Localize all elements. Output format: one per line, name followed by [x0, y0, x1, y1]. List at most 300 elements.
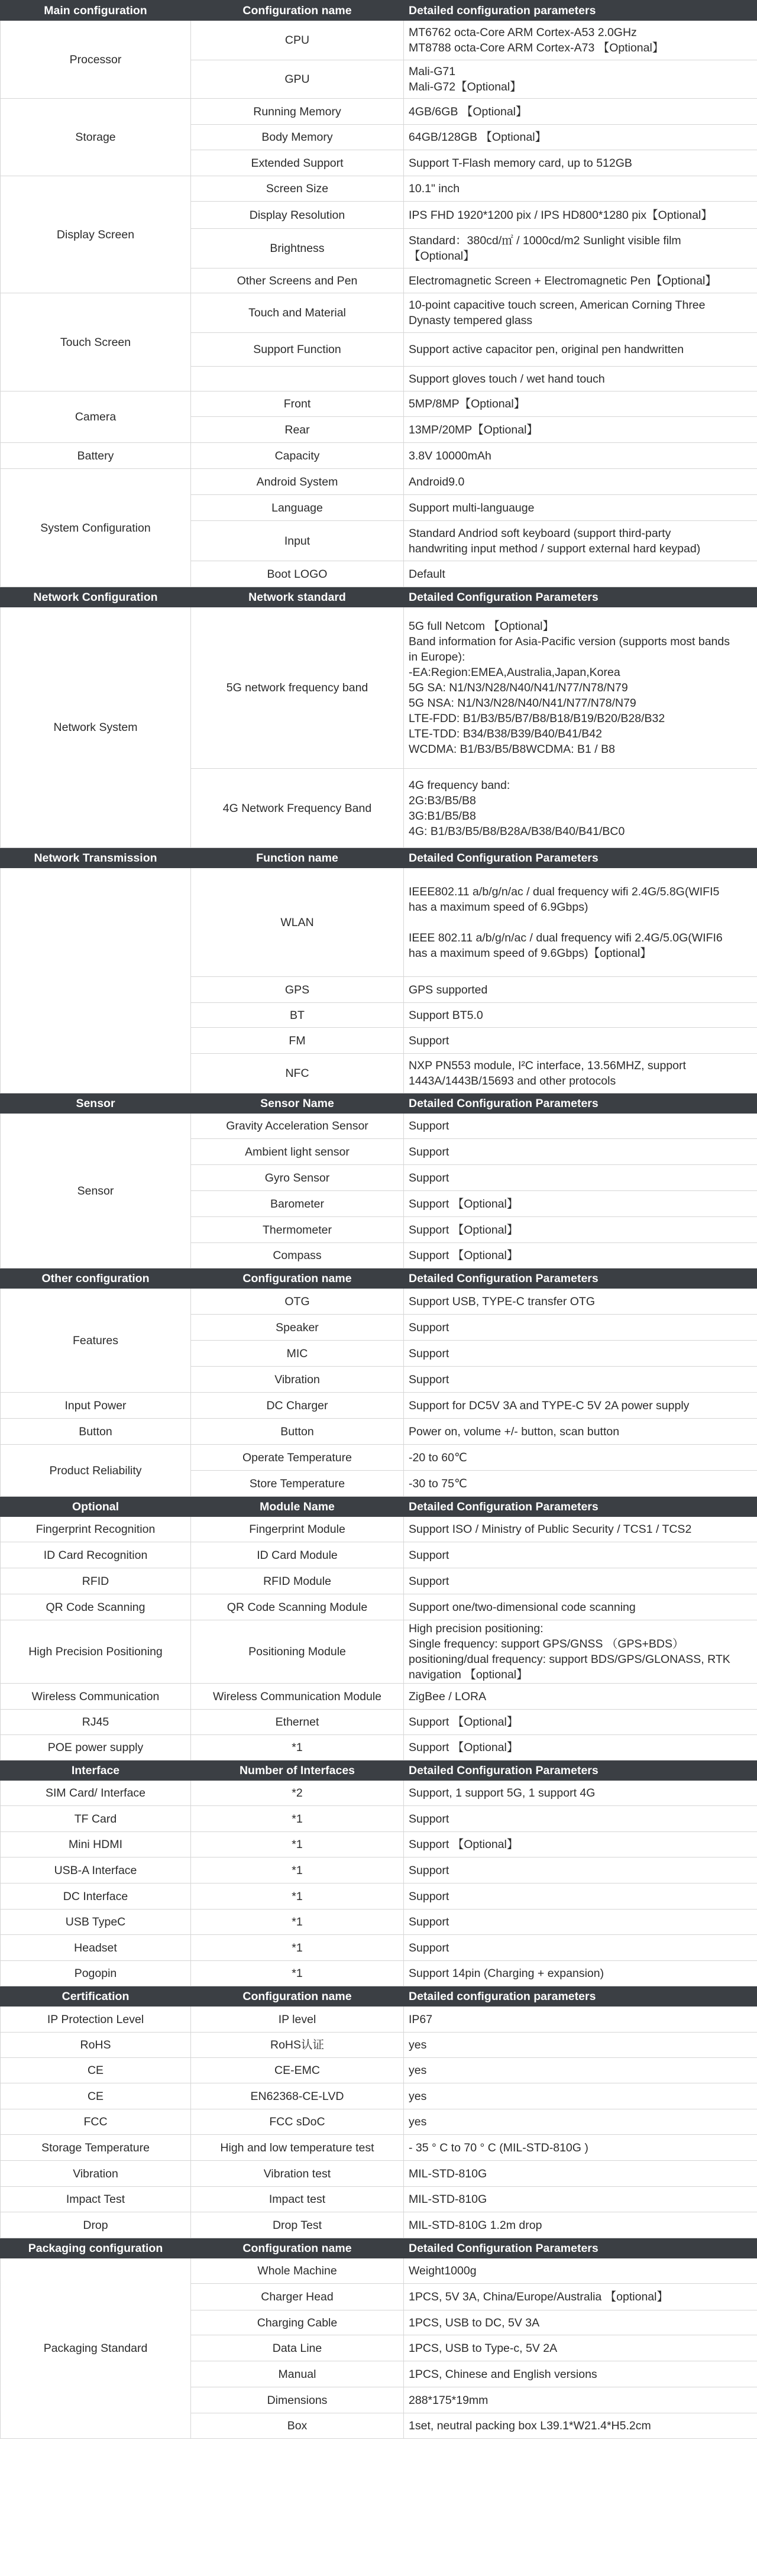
- config-name-cell: NFC: [191, 1054, 404, 1093]
- config-name-cell: Thermometer: [191, 1217, 404, 1243]
- parameter-line: Support: [409, 1889, 449, 1903]
- group-cell-camera: Camera: [1, 391, 191, 443]
- spec-row: [1, 1542, 757, 1568]
- parameter-line: 4GB/6GB 【Optional】: [409, 105, 528, 118]
- parameter-line: Android9.0: [409, 475, 465, 488]
- parameter-line: -20 to 60℃: [409, 1451, 467, 1464]
- parameter-line: Support: [409, 1548, 449, 1562]
- group-cell-ip-protection-level: IP Protection Level: [1, 2007, 191, 2033]
- parameter-cell: [404, 125, 757, 150]
- parameter-line: Single frequency: support GPS/GNSS （GPS+BDS）: [409, 1637, 684, 1651]
- parameter-line: Support, 1 support 5G, 1 support 4G: [409, 1787, 596, 1800]
- config-name-cell: EN62368-CE-LVD: [191, 2083, 404, 2109]
- group-cell-rohs: RoHS: [1, 2033, 191, 2058]
- parameter-line: Support: [409, 1373, 449, 1386]
- config-name-cell: Positioning Module: [191, 1620, 404, 1684]
- parameter-cell: [404, 977, 757, 1003]
- parameter-cell: [404, 1471, 757, 1497]
- parameter-cell: [404, 1114, 757, 1139]
- config-name-cell: Gravity Acceleration Sensor: [191, 1114, 404, 1139]
- parameter-line: High precision positioning:: [409, 1622, 544, 1635]
- config-name-cell: Fingerprint Module: [191, 1517, 404, 1542]
- parameter-line: Support: [409, 1915, 449, 1928]
- parameter-line: MIL-STD-810G: [409, 2167, 487, 2180]
- parameter-line: -EA:Region:EMEA,Australia,Japan,Korea: [409, 666, 620, 679]
- config-name-cell: Impact test: [191, 2187, 404, 2212]
- parameter-line: has a maximum speed of 9.6Gbps)【optional】: [409, 946, 652, 960]
- group-cell-system-configuration: System Configuration: [1, 469, 191, 587]
- config-name-cell: BT: [191, 1003, 404, 1028]
- parameter-line: Electromagnetic Screen + Electromagnetic Pen【Optional】: [409, 274, 717, 287]
- spec-row: [1, 868, 757, 977]
- parameter-line: Support: [409, 1321, 449, 1334]
- config-name-cell: *1: [191, 1735, 404, 1761]
- group-cell-battery: Battery: [1, 443, 191, 469]
- group-cell-input-power: Input Power: [1, 1393, 191, 1419]
- group-cell-sensor: Sensor: [1, 1114, 191, 1268]
- parameter-line: LTE-TDD: B34/B38/B39/B40/B41/B42: [409, 727, 602, 740]
- parameter-line: Band information for Asia-Pacific version (supports most bands: [409, 635, 730, 648]
- parameter-line: Default: [409, 567, 445, 581]
- spec-row: [1, 293, 757, 333]
- group-cell-drop: Drop: [1, 2212, 191, 2238]
- parameter-cell: [404, 229, 757, 268]
- parameter-line: yes: [409, 2064, 427, 2077]
- parameter-cell: [404, 443, 757, 469]
- parameter-line: IEEE802.11 a/b/g/n/ac / dual frequency wifi 2.4G/5.8G(WIFI5: [409, 885, 720, 898]
- parameter-line: 5G SA: N1/N3/N28/N40/N41/N77/N78/N79: [409, 681, 628, 694]
- parameter-line: Support BT5.0: [409, 1008, 483, 1022]
- spec-row: [1, 2135, 757, 2161]
- section-header-cell: Detailed Configuration Parameters: [404, 2238, 757, 2258]
- spec-row: [1, 2258, 757, 2284]
- config-name-cell: WLAN: [191, 868, 404, 977]
- parameter-line: 1PCS, USB to DC, 5V 3A: [409, 2316, 540, 2329]
- group-cell-usb-a-interface: USB-A Interface: [1, 1857, 191, 1884]
- parameter-line: 5MP/8MP【Optional】: [409, 397, 526, 410]
- parameter-line: navigation 【optional】: [409, 1668, 528, 1681]
- parameter-cell: [404, 521, 757, 561]
- parameter-line: Support T-Flash memory card, up to 512GB: [409, 156, 632, 170]
- section-header-cell: Interface: [1, 1761, 191, 1781]
- parameter-line: Support 【Optional】: [409, 1838, 519, 1851]
- parameter-cell: [404, 495, 757, 521]
- parameter-line: IPS FHD 1920*1200 pix / IPS HD800*1280 pix【Optional】: [409, 208, 713, 222]
- section-header-cell: Configuration name: [191, 1268, 404, 1289]
- parameter-cell: [404, 1315, 757, 1341]
- parameter-line: Standard：380cd/㎡ / 1000cd/m2 Sunlight visible film: [409, 234, 681, 247]
- config-name-cell: Capacity: [191, 443, 404, 469]
- group-cell-vibration: Vibration: [1, 2161, 191, 2187]
- spec-row: [1, 1806, 757, 1832]
- parameter-line: [409, 915, 752, 930]
- group-cell-fcc: FCC: [1, 2109, 191, 2135]
- config-name-cell: Screen Size: [191, 176, 404, 202]
- parameter-line: Support USB, TYPE-C transfer OTG: [409, 1295, 595, 1308]
- spec-row: [1, 1910, 757, 1935]
- parameter-line: Support: [409, 1941, 449, 1954]
- parameter-cell: [404, 1367, 757, 1393]
- section-header-row: [1, 1761, 757, 1781]
- parameter-line: has a maximum speed of 6.9Gbps): [409, 900, 588, 914]
- parameter-cell: [404, 2135, 757, 2161]
- section-header-cell: Detailed configuration parameters: [404, 1986, 757, 2007]
- spec-row: [1, 1832, 757, 1857]
- parameter-cell: [404, 1243, 757, 1268]
- parameter-line: Dynasty tempered glass: [409, 314, 533, 327]
- config-name-cell: Android System: [191, 469, 404, 495]
- section-header-cell: Number of Interfaces: [191, 1761, 404, 1781]
- parameter-cell: [404, 1542, 757, 1568]
- section-header-cell: Function name: [191, 848, 404, 868]
- spec-row: [1, 1961, 757, 1986]
- config-name-cell: IP level: [191, 2007, 404, 2033]
- group-cell-ce: CE: [1, 2083, 191, 2109]
- section-header-cell: Configuration name: [191, 1986, 404, 2007]
- parameter-cell: [404, 1735, 757, 1761]
- parameter-cell: [404, 60, 757, 99]
- group-cell-dc-interface: DC Interface: [1, 1884, 191, 1910]
- config-name-cell: Store Temperature: [191, 1471, 404, 1497]
- parameter-cell: [404, 561, 757, 587]
- section-header-cell: Detailed Configuration Parameters: [404, 1268, 757, 1289]
- parameter-cell: [404, 1961, 757, 1986]
- group-cell-qr-code-scanning: QR Code Scanning: [1, 1594, 191, 1620]
- config-name-cell: Box: [191, 2413, 404, 2439]
- parameter-line: Support: [409, 1145, 449, 1158]
- parameter-cell: [404, 268, 757, 293]
- parameter-line: 288*175*19mm: [409, 2393, 489, 2407]
- parameter-line: Support: [409, 1034, 449, 1047]
- config-name-cell: Display Resolution: [191, 202, 404, 229]
- spec-row: [1, 607, 757, 769]
- group-cell-fingerprint-recognition: Fingerprint Recognition: [1, 1517, 191, 1542]
- parameter-cell: [404, 2310, 757, 2335]
- parameter-cell: [404, 1165, 757, 1191]
- section-header-row: [1, 1986, 757, 2007]
- parameter-line: yes: [409, 2038, 427, 2051]
- parameter-cell: [404, 150, 757, 176]
- parameter-cell: [404, 367, 757, 391]
- parameter-cell: [404, 1832, 757, 1857]
- group-cell-packaging-standard: Packaging Standard: [1, 2258, 191, 2439]
- parameter-cell: [404, 1910, 757, 1935]
- config-name-cell: Manual: [191, 2361, 404, 2387]
- group-cell-poe-power-supply: POE power supply: [1, 1735, 191, 1761]
- spec-row: [1, 2058, 757, 2083]
- parameter-line: 1set, neutral packing box L39.1*W21.4*H5.2cm: [409, 2419, 651, 2432]
- config-name-cell: Language: [191, 495, 404, 521]
- config-name-cell: Brightness: [191, 229, 404, 268]
- group-cell-product-reliability: Product Reliability: [1, 1445, 191, 1497]
- config-name-cell: Boot LOGO: [191, 561, 404, 587]
- parameter-line: Support: [409, 1171, 449, 1185]
- parameter-cell: [404, 769, 757, 848]
- parameter-line: Support multi-languauge: [409, 501, 535, 514]
- group-cell-impact-test: Impact Test: [1, 2187, 191, 2212]
- parameter-line: handwriting input method / support external hard keypad): [409, 542, 701, 555]
- parameter-cell: [404, 1139, 757, 1165]
- parameter-line: 4G: B1/B3/B5/B8/B28A/B38/B40/B41/BC0: [409, 824, 625, 838]
- parameter-line: 2G:B3/B5/B8: [409, 794, 476, 807]
- section-header-cell: Network Transmission: [1, 848, 191, 868]
- spec-row: [1, 2083, 757, 2109]
- spec-row: [1, 443, 757, 469]
- section-header-cell: Packaging configuration: [1, 2238, 191, 2258]
- config-name-cell: GPU: [191, 60, 404, 99]
- parameter-cell: [404, 1935, 757, 1961]
- spec-row: [1, 2187, 757, 2212]
- section-header-cell: Network standard: [191, 587, 404, 607]
- group-cell-blank: [1, 868, 191, 1093]
- section-header-cell: Detailed Configuration Parameters: [404, 1093, 757, 1114]
- parameter-line: 1PCS, 5V 3A, China/Europe/Australia 【optional】: [409, 2290, 668, 2303]
- parameter-line: Support: [409, 1347, 449, 1360]
- config-name-cell: Whole Machine: [191, 2258, 404, 2284]
- spec-row: [1, 1517, 757, 1542]
- config-name-cell: DC Charger: [191, 1393, 404, 1419]
- spec-row: [1, 1620, 757, 1684]
- config-name-cell: Extended Support: [191, 150, 404, 176]
- parameter-line: 5G full Netcom 【Optional】: [409, 620, 555, 633]
- group-cell-wireless-communication: Wireless Communication: [1, 1684, 191, 1710]
- parameter-line: GPS supported: [409, 983, 488, 996]
- parameter-line: yes: [409, 2089, 427, 2103]
- section-header-cell: Main configuration: [1, 1, 191, 21]
- config-name-cell: *1: [191, 1884, 404, 1910]
- config-name-cell: Dimensions: [191, 2387, 404, 2413]
- section-header-cell: Configuration name: [191, 1, 404, 21]
- group-cell-usb-typec: USB TypeC: [1, 1910, 191, 1935]
- parameter-line: IP67: [409, 2012, 433, 2026]
- section-header-cell: Detailed Configuration Parameters: [404, 1497, 757, 1517]
- section-header-cell: Module Name: [191, 1497, 404, 1517]
- group-cell-touch-screen: Touch Screen: [1, 293, 191, 391]
- group-cell-mini-hdmi: Mini HDMI: [1, 1832, 191, 1857]
- parameter-line: 1PCS, USB to Type-c, 5V 2A: [409, 2341, 558, 2355]
- section-header-row: [1, 1, 757, 21]
- parameter-cell: [404, 293, 757, 333]
- spec-row: [1, 1114, 757, 1139]
- config-name-cell: Other Screens and Pen: [191, 268, 404, 293]
- parameter-line: MT8788 octa-Core ARM Cortex-A73 【Optional】: [409, 41, 664, 54]
- parameter-cell: [404, 1684, 757, 1710]
- config-name-cell: GPS: [191, 977, 404, 1003]
- parameter-line: 1PCS, Chinese and English versions: [409, 2367, 597, 2381]
- config-name-cell: *1: [191, 1935, 404, 1961]
- parameter-cell: [404, 2335, 757, 2361]
- parameter-line: ZigBee / LORA: [409, 1690, 487, 1703]
- group-cell-display-screen: Display Screen: [1, 176, 191, 293]
- parameter-cell: [404, 202, 757, 229]
- parameter-line: 3G:B1/B5/B8: [409, 809, 476, 823]
- parameter-cell: [404, 2284, 757, 2310]
- config-name-cell: Drop Test: [191, 2212, 404, 2238]
- spec-row: [1, 1419, 757, 1445]
- parameter-line: 【Optional】: [409, 250, 475, 263]
- config-name-cell: Vibration: [191, 1367, 404, 1393]
- parameter-cell: [404, 607, 757, 769]
- parameter-line: MIL-STD-810G 1.2m drop: [409, 2218, 542, 2232]
- section-header-cell: Configuration name: [191, 2238, 404, 2258]
- parameter-line: Support one/two-dimensional code scanning: [409, 1600, 636, 1614]
- config-name-cell: Input: [191, 521, 404, 561]
- parameter-cell: [404, 391, 757, 417]
- parameter-line: Support: [409, 1812, 449, 1826]
- parameter-cell: [404, 2258, 757, 2284]
- config-name-cell: 5G network frequency band: [191, 607, 404, 769]
- parameter-line: 64GB/128GB 【Optional】: [409, 131, 547, 144]
- spec-row: [1, 1884, 757, 1910]
- parameter-cell: [404, 1217, 757, 1243]
- config-name-cell: Gyro Sensor: [191, 1165, 404, 1191]
- parameter-cell: [404, 176, 757, 202]
- parameter-cell: [404, 2413, 757, 2439]
- parameter-line: Support: [409, 1119, 449, 1132]
- parameter-cell: [404, 417, 757, 443]
- spec-row: [1, 2033, 757, 2058]
- group-cell-features: Features: [1, 1289, 191, 1393]
- section-header-row: [1, 2238, 757, 2258]
- spec-row: [1, 1935, 757, 1961]
- parameter-cell: [404, 21, 757, 60]
- config-name-cell: High and low temperature test: [191, 2135, 404, 2161]
- parameter-cell: [404, 1003, 757, 1028]
- parameter-line: 10.1" inch: [409, 182, 460, 195]
- parameter-line: -30 to 75℃: [409, 1477, 467, 1490]
- config-name-cell: *1: [191, 1961, 404, 1986]
- config-name-cell: Rear: [191, 417, 404, 443]
- section-header-row: [1, 848, 757, 868]
- config-name-cell: 4G Network Frequency Band: [191, 769, 404, 848]
- parameter-cell: [404, 1445, 757, 1471]
- spec-row: [1, 1735, 757, 1761]
- parameter-line: Support 【Optional】: [409, 1716, 519, 1729]
- group-cell-ce: CE: [1, 2058, 191, 2083]
- config-name-cell: Operate Temperature: [191, 1445, 404, 1471]
- parameter-line: IEEE 802.11 a/b/g/n/ac / dual frequency wifi 2.4G/5.0G(WIFI6: [409, 931, 723, 944]
- parameter-line: 3.8V 10000mAh: [409, 449, 491, 462]
- config-name-cell: *1: [191, 1857, 404, 1884]
- spec-row: [1, 1710, 757, 1735]
- parameter-cell: [404, 99, 757, 125]
- spec-row: [1, 1445, 757, 1471]
- config-name-cell: Ethernet: [191, 1710, 404, 1735]
- config-name-cell: *1: [191, 1910, 404, 1935]
- parameter-line: 4G frequency band:: [409, 778, 510, 792]
- parameter-line: 10-point capacitive touch screen, American Corning Three: [409, 299, 706, 312]
- parameter-cell: [404, 2212, 757, 2238]
- parameter-line: Support 【Optional】: [409, 1197, 519, 1211]
- parameter-cell: [404, 1884, 757, 1910]
- section-header-row: [1, 1497, 757, 1517]
- parameter-line: WCDMA: B1/B3/B5/B8WCDMA: B1 / B8: [409, 743, 615, 756]
- parameter-line: Support 【Optional】: [409, 1223, 519, 1237]
- parameter-line: 1443A/1443B/15693 and other protocols: [409, 1075, 616, 1088]
- section-header-cell: Detailed configuration parameters: [404, 1, 757, 21]
- spec-row: [1, 1857, 757, 1884]
- parameter-line: LTE-FDD: B1/B3/B5/B7/B8/B18/B19/B20/B28/B32: [409, 712, 665, 725]
- parameter-cell: [404, 1620, 757, 1684]
- parameter-line: positioning/dual frequency: support BDS/GPS/GLONASS, RTK: [409, 1653, 730, 1666]
- parameter-line: Standard Andriod soft keyboard (support third-party: [409, 526, 671, 540]
- config-name-cell: ID Card Module: [191, 1542, 404, 1568]
- parameter-line: MT6762 octa-Core ARM Cortex-A53 2.0GHz: [409, 26, 637, 39]
- spec-row: [1, 99, 757, 125]
- config-name-cell: CE-EMC: [191, 2058, 404, 2083]
- parameter-cell: [404, 1191, 757, 1217]
- config-name-cell: Vibration test: [191, 2161, 404, 2187]
- parameter-cell: [404, 1054, 757, 1093]
- section-header-cell: Other configuration: [1, 1268, 191, 1289]
- parameter-line: Mali-G72【Optional】: [409, 80, 522, 93]
- spec-row: [1, 1781, 757, 1806]
- config-name-cell: CPU: [191, 21, 404, 60]
- group-cell-storage: Storage: [1, 99, 191, 176]
- parameter-cell: [404, 1517, 757, 1542]
- config-name-cell: *1: [191, 1806, 404, 1832]
- spec-row: [1, 2212, 757, 2238]
- config-name-cell: Support Function: [191, 333, 404, 367]
- section-header-cell: Sensor Name: [191, 1093, 404, 1114]
- config-name-cell: Button: [191, 1419, 404, 1445]
- config-name-cell: Compass: [191, 1243, 404, 1268]
- parameter-cell: [404, 2033, 757, 2058]
- config-name-cell: FCC sDoC: [191, 2109, 404, 2135]
- config-name-cell: RoHS认证: [191, 2033, 404, 2058]
- parameter-cell: [404, 2058, 757, 2083]
- group-cell-storage-temperature: Storage Temperature: [1, 2135, 191, 2161]
- spec-table-body: [1, 1, 757, 2439]
- parameter-line: Support gloves touch / wet hand touch: [409, 372, 605, 386]
- group-cell-tf-card: TF Card: [1, 1806, 191, 1832]
- group-cell-processor: Processor: [1, 21, 191, 99]
- spec-row: [1, 176, 757, 202]
- parameter-cell: [404, 2109, 757, 2135]
- parameter-cell: [404, 1781, 757, 1806]
- spec-row: [1, 1684, 757, 1710]
- parameter-cell: [404, 1857, 757, 1884]
- parameter-cell: [404, 469, 757, 495]
- parameter-cell: [404, 1568, 757, 1594]
- parameter-cell: [404, 1594, 757, 1620]
- parameter-line: Support for DC5V 3A and TYPE-C 5V 2A power supply: [409, 1399, 690, 1412]
- parameter-cell: [404, 1028, 757, 1054]
- section-header-row: [1, 1268, 757, 1289]
- spec-row: [1, 2007, 757, 2033]
- spec-row: [1, 1568, 757, 1594]
- parameter-cell: [404, 333, 757, 367]
- spec-row: [1, 391, 757, 417]
- parameter-line: - 35 ° C to 70 ° C (MIL-STD-810G ): [409, 2141, 588, 2154]
- parameter-cell: [404, 1393, 757, 1419]
- config-name-cell: MIC: [191, 1341, 404, 1367]
- parameter-cell: [404, 1341, 757, 1367]
- parameter-line: MIL-STD-810G: [409, 2193, 487, 2206]
- spec-row: [1, 2109, 757, 2135]
- config-name-cell: Body Memory: [191, 125, 404, 150]
- spec-row: [1, 1289, 757, 1315]
- group-cell-pogopin: Pogopin: [1, 1961, 191, 1986]
- config-name-cell: Charging Cable: [191, 2310, 404, 2335]
- group-cell-rj45: RJ45: [1, 1710, 191, 1735]
- parameter-line: Support: [409, 1863, 449, 1877]
- parameter-cell: [404, 2361, 757, 2387]
- spec-row: [1, 21, 757, 60]
- config-name-cell: *2: [191, 1781, 404, 1806]
- config-name-cell: Charger Head: [191, 2284, 404, 2310]
- config-name-cell: RFID Module: [191, 1568, 404, 1594]
